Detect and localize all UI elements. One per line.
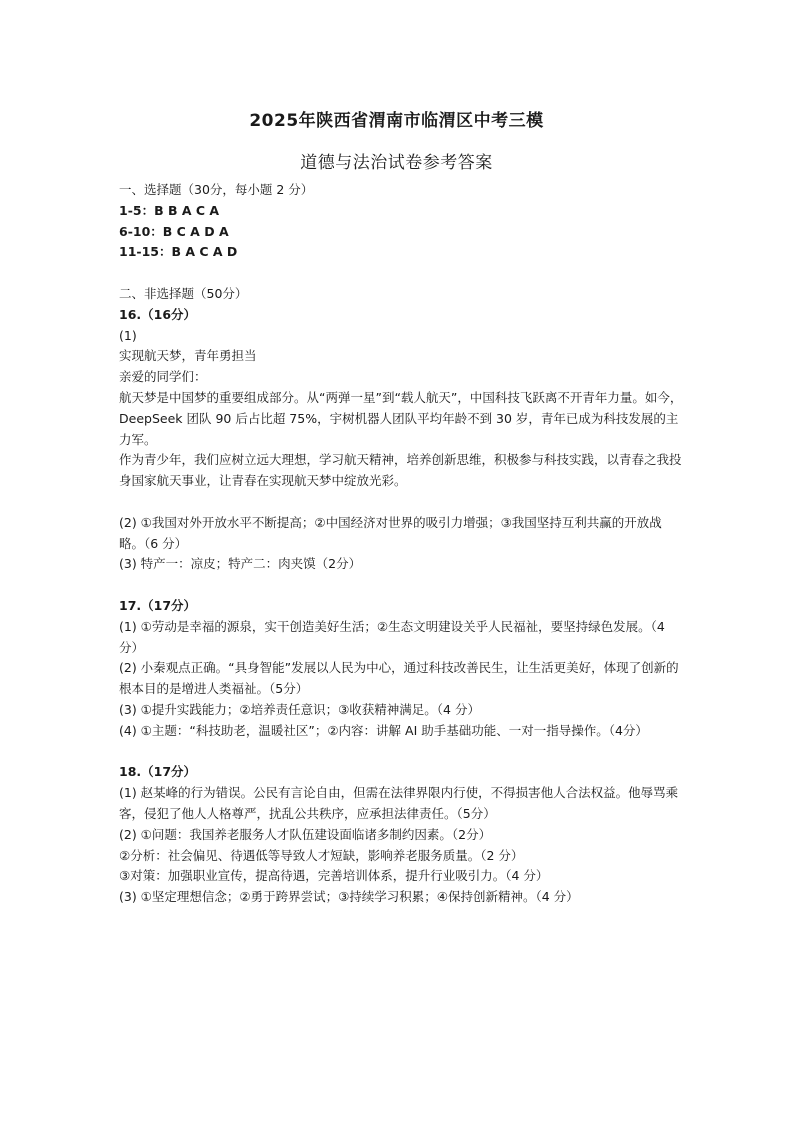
document-subtitle: 道德与法治试卷参考答案 bbox=[300, 153, 493, 173]
q17-part3: (3) ①提升实践能力；②培养责任意识；③收获精神满足。（4 分） bbox=[119, 701, 480, 717]
answer-line-11-15: 11-15：B A C A D bbox=[119, 244, 238, 260]
q18-part1: (1) 赵某峰的行为错误。公民有言论自由，但需在法律界限内行使，不得损害他人合法权益。他辱骂乘客，侵犯了他人人格尊严，扰乱公共秩序，应承担法律责任。（5分） bbox=[119, 785, 679, 821]
q16-paragraph-2: 作为青少年，我们应树立远大理想，学习航天精神，培养创新思维，积极参与科技实践，以青春之我投身国家航天事业，让青春在实现航天梦中绽放光彩。 bbox=[119, 452, 682, 489]
q16-paragraph-1: 航天梦是中国梦的重要组成部分。从“两弹一星”到“载人航天”，中国科技飞跃离不开青年力量。如今，DeepSeek 团队 90 后占比超 75%，宇树机器人团队平均年龄不到 30 岁，青年已成为科技发展的主力军。 bbox=[119, 389, 683, 447]
q16-heading: 16.（16分） bbox=[119, 306, 197, 322]
answer-line-1-5: 1-5：B B A C A bbox=[119, 202, 220, 218]
q16-part1-label: (1) bbox=[119, 327, 137, 343]
answer-body bbox=[119, 180, 684, 908]
spacer bbox=[119, 263, 684, 284]
q18-part2-analysis: ②分析：社会偏见、待遇低等导致人才短缺，影响养老服务质量。（2 分） bbox=[119, 847, 524, 863]
spacer bbox=[119, 742, 684, 763]
answer-line-6-10: 6-10：B C A D A bbox=[119, 223, 229, 239]
q17-heading: 17.（17分） bbox=[119, 597, 197, 613]
section1-heading: 一、选择题（30分，每小题 2 分） bbox=[119, 182, 314, 197]
spacer bbox=[119, 575, 684, 596]
q16-essay-title: 实现航天梦，青年勇担当 bbox=[119, 348, 257, 364]
q16-part3: (3) 特产一：凉皮；特产二：肉夹馍（2分） bbox=[119, 556, 362, 572]
q18-part2-problem: (2) ①问题：我国养老服务人才队伍建设面临诸多制约因素。（2分） bbox=[119, 826, 492, 842]
document-title: 2025年陕西省渭南市临渭区中考三模 bbox=[249, 111, 544, 131]
q17-part1: (1) ①劳动是幸福的源泉，实干创造美好生活；②生态文明建设关乎人民福祉，要坚持绿色发展。（4 分） bbox=[119, 618, 665, 655]
q18-part3: (3) ①坚定理想信念；②勇于跨界尝试；③持续学习积累；④保持创新精神。（4 分） bbox=[119, 889, 579, 905]
q16-part2: (2) ①我国对外开放水平不断提高；②中国经济对世界的吸引力增强；③我国坚持互利共赢的开放战略。（6 分） bbox=[119, 514, 662, 551]
q16-greeting: 亲爱的同学们： bbox=[119, 369, 207, 385]
q17-part4: (4) ①主题：“科技助老，温暖社区”；②内容：讲解 AI 助手基础功能、一对一指导操作。（4分） bbox=[119, 722, 648, 738]
spacer bbox=[119, 492, 684, 513]
q18-heading: 18.（17分） bbox=[119, 764, 197, 780]
q18-part2-measures: ③对策：加强职业宣传，提高待遇，完善培训体系，提升行业吸引力。（4 分） bbox=[119, 868, 549, 884]
q17-part2: (2) 小秦观点正确。“具身智能”发展以人民为中心，通过科技改善民生，让生活更美好，体现了创新的根本目的是增进人类福祉。（5分） bbox=[119, 660, 679, 697]
section2-heading: 二、非选择题（50分） bbox=[119, 285, 248, 301]
